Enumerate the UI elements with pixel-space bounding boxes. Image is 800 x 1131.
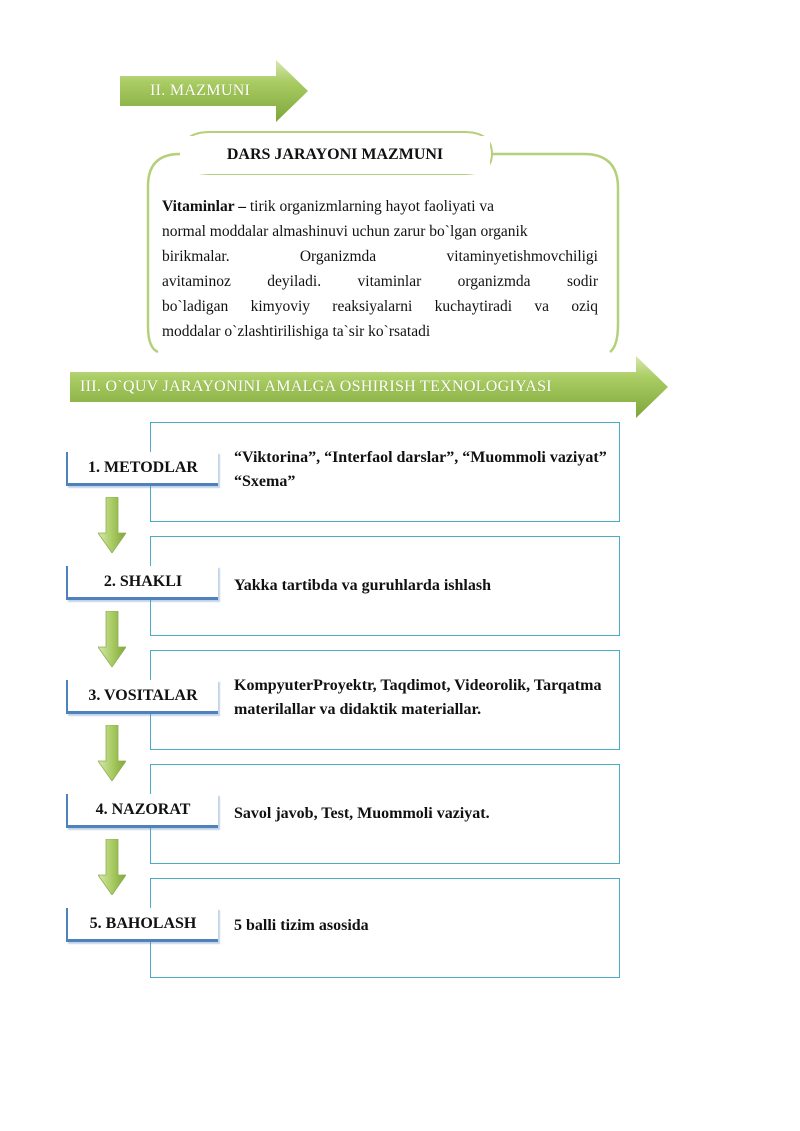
content-line-1: Vitaminlar – tirik organizmlarning hayot faoliyati va <box>162 198 495 215</box>
content-line-4: avitaminoz deyiladi. vitaminlar organizmda sodir <box>162 273 598 290</box>
step-3-tag: 3. VOSITALAR <box>66 680 218 714</box>
section-3-arrow <box>70 356 670 418</box>
step-5-text: 5 balli tizim asosida <box>234 917 369 934</box>
content-line-6: moddalar o`zlashtirilishiga ta`sir ko`rsatadi <box>162 323 431 340</box>
step-2-tag: 2. SHAKLI <box>66 566 218 600</box>
step-4-text: Savol javob, Test, Muommoli vaziyat. <box>234 805 490 822</box>
section-2-arrow <box>120 60 310 122</box>
section-3-label: III. O`QUV JARAYONINI AMALGA OSHIRISH TEXNOLOGIYASI <box>80 378 552 395</box>
content-text <box>162 194 598 344</box>
step-1-tag: 1. METODLAR <box>66 452 218 486</box>
down-arrow-icon <box>98 611 126 667</box>
step-4-tag: 4. NAZORAT <box>66 794 218 828</box>
down-arrow-icon <box>98 725 126 781</box>
step-3-text: KompyuterProyektr, Taqdimot, Videorolik, Tarqatma materilallar va didaktik materiallar. <box>234 677 602 718</box>
step-2-text: Yakka tartibda va guruhlarda ishlash <box>234 577 491 594</box>
content-line-5: bo`ladigan kimyoviy reaksiyalarni kuchaytiradi va oziq <box>162 298 598 315</box>
content-title: DARS JARAYONI MAZMUNI <box>180 136 490 174</box>
content-line-3: birikmalar. Organizmda vitaminyetishmovchiligi <box>162 248 598 265</box>
step-1-text: “Viktorina”, “Interfaol darslar”, “Muommoli vaziyat” “Sxema” <box>234 449 607 490</box>
section-2-label: II. MAZMUNI <box>150 82 251 99</box>
step-5-tag: 5. BAHOLASH <box>66 908 218 942</box>
content-term: Vitaminlar – <box>162 198 246 215</box>
down-arrow-icon <box>98 497 126 553</box>
content-line-2: normal moddalar almashinuvi uchun zarur bo`lgan organik <box>162 223 528 240</box>
down-arrow-icon <box>98 839 126 895</box>
